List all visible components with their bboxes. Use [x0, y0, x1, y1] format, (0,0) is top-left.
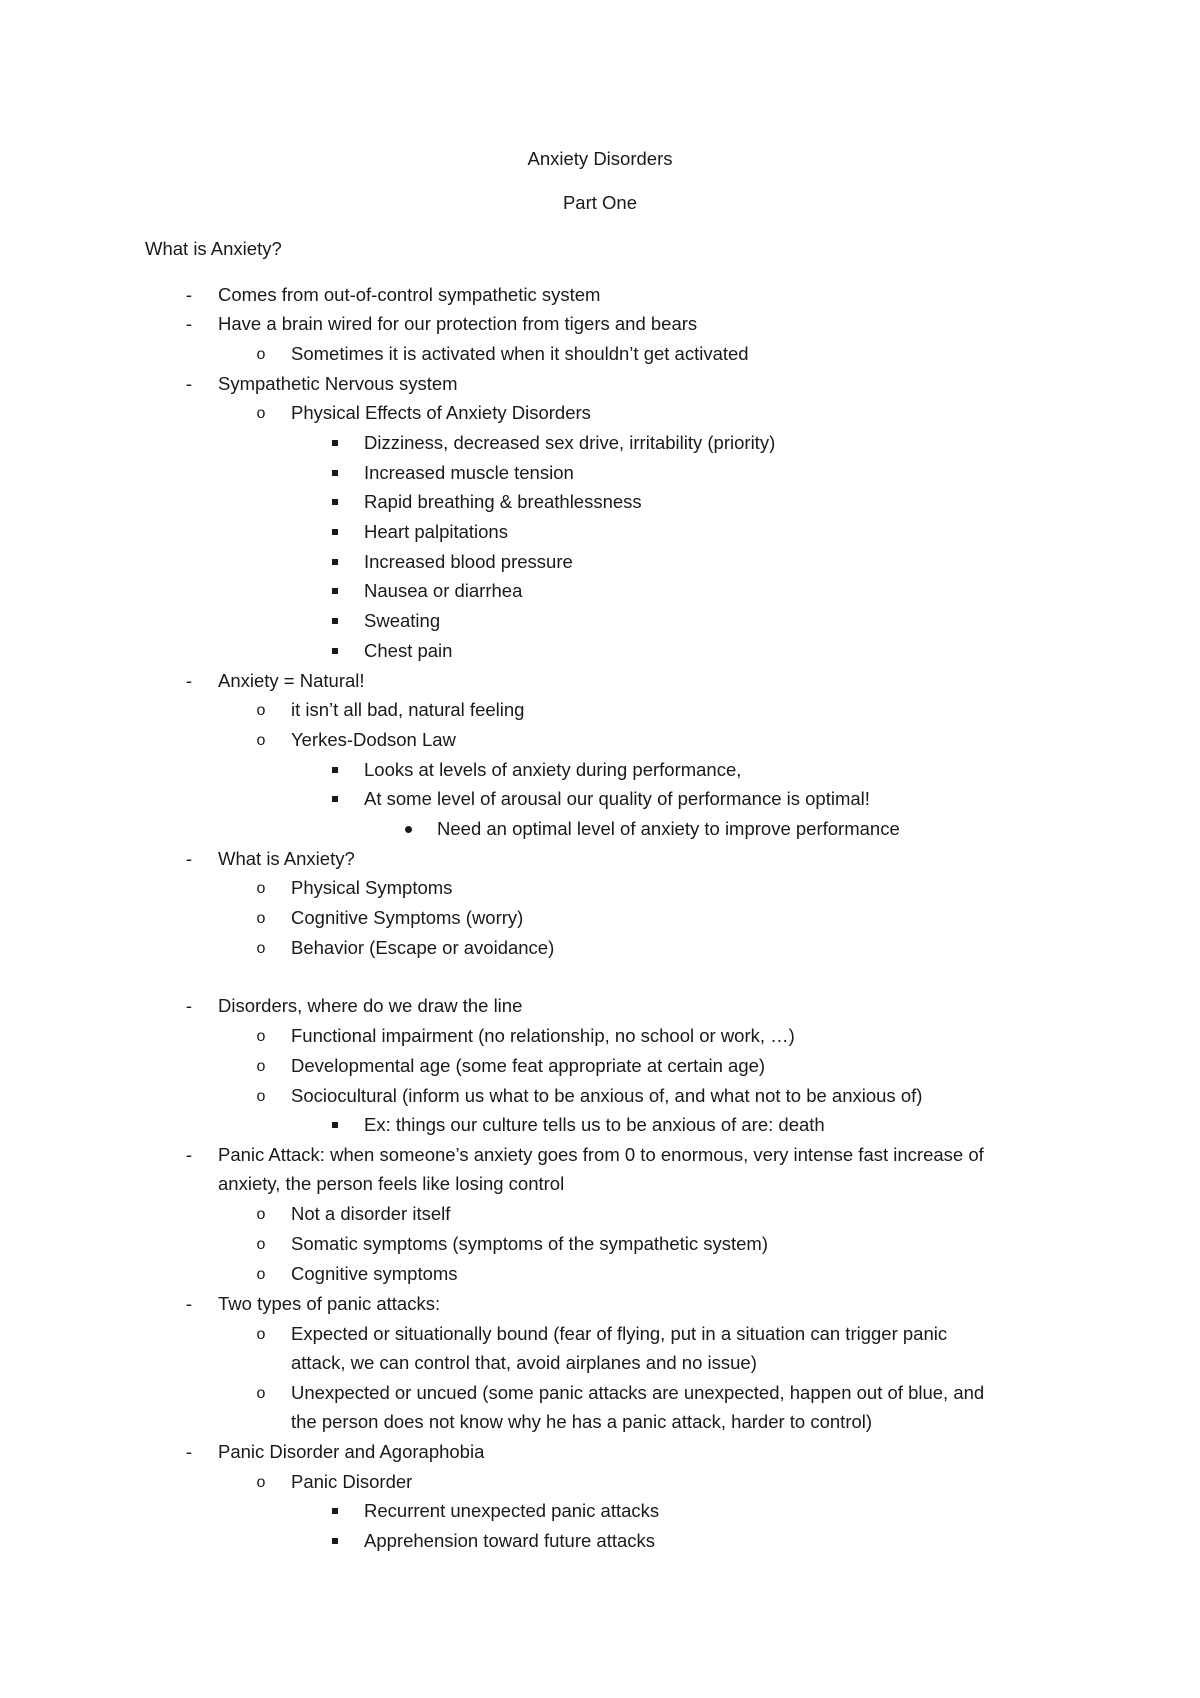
circle-bullet-icon: o [256, 1326, 266, 1343]
circle-bullet-icon: o [256, 1058, 266, 1075]
outline-item-text: At some level of arousal our quality of performance is optimal! [364, 788, 870, 809]
outline-item-text: Apprehension toward future attacks [364, 1530, 656, 1551]
circle-bullet-icon: o [256, 880, 266, 897]
circle-bullet-icon: o [256, 1028, 266, 1045]
circle-bullet-icon: o [256, 732, 266, 749]
outline-item-text: Recurrent unexpected panic attacks [364, 1500, 660, 1521]
circle-bullet-icon: o [256, 1206, 266, 1223]
square-bullet-icon [332, 1538, 338, 1544]
circle-bullet-icon: o [256, 405, 266, 422]
outline-item-text: Expected or situationally bound (fear of flying, put in a situation can trigger panic [291, 1323, 948, 1344]
outline-item-text: Physical Effects of Anxiety Disorders [291, 402, 591, 423]
outline-item-text: Cognitive symptoms [291, 1263, 458, 1284]
dot-bullet-icon [405, 826, 412, 833]
outline-item-text: Disorders, where do we draw the line [218, 995, 523, 1016]
dash-bullet-icon: - [185, 284, 193, 305]
dash-bullet-icon: - [185, 1441, 193, 1462]
page-subtitle: Part One [562, 192, 638, 213]
outline-item-text: Rapid breathing & breathlessness [364, 491, 642, 512]
outline-item-text: Functional impairment (no relationship, no school or work, …) [291, 1025, 795, 1046]
square-bullet-icon [332, 559, 338, 565]
dash-bullet-icon: - [185, 373, 193, 394]
page-title: Anxiety Disorders [527, 148, 673, 169]
square-bullet-icon [332, 1508, 338, 1514]
circle-bullet-icon: o [256, 1088, 266, 1105]
outline-item-text: What is Anxiety? [218, 848, 355, 869]
square-bullet-icon [332, 767, 338, 773]
outline-item-text: Looks at levels of anxiety during performance, [364, 759, 742, 780]
square-bullet-icon [332, 648, 338, 654]
outline-item-text: Panic Disorder and Agoraphobia [218, 1441, 485, 1462]
dash-bullet-icon: - [185, 848, 193, 869]
outline-item-text: Heart palpitations [364, 521, 508, 542]
outline-item-text: Physical Symptoms [291, 877, 453, 898]
circle-bullet-icon: o [256, 1236, 266, 1253]
outline-item-text: Have a brain wired for our protection from tigers and bears [218, 313, 698, 334]
outline-item-text: Somatic symptoms (symptoms of the sympathetic system) [291, 1233, 769, 1254]
circle-bullet-icon: o [256, 1385, 266, 1402]
dash-bullet-icon: - [185, 1144, 193, 1165]
outline-item-text: the person does not know why he has a panic attack, harder to control) [291, 1411, 873, 1432]
outline-item-text: Anxiety = Natural! [218, 670, 365, 691]
outline-item-text: Increased blood pressure [364, 551, 573, 572]
square-bullet-icon [332, 499, 338, 505]
outline-item-text: Sometimes it is activated when it shouldn’t get activated [291, 343, 749, 364]
outline-item-text: Chest pain [364, 640, 453, 661]
circle-bullet-icon: o [256, 1474, 266, 1491]
outline-item-text: Panic Attack: when someone’s anxiety goes from 0 to enormous, very intense fast increase of [218, 1144, 984, 1165]
outline-item-text: Not a disorder itself [291, 1203, 451, 1224]
circle-bullet-icon: o [256, 702, 266, 719]
circle-bullet-icon: o [256, 910, 266, 927]
dash-bullet-icon: - [185, 995, 193, 1016]
outline-item-text: Two types of panic attacks: [218, 1293, 441, 1314]
outline-item-text: Panic Disorder [291, 1471, 413, 1492]
outline-item-text: Behavior (Escape or avoidance) [291, 937, 555, 958]
outline-item-text: Yerkes-Dodson Law [291, 729, 456, 750]
outline-item-text: Sociocultural (inform us what to be anxious of, and what not to be anxious of) [291, 1085, 923, 1106]
section-heading: What is Anxiety? [145, 238, 282, 259]
outline-item-text: Developmental age (some feat appropriate at certain age) [291, 1055, 766, 1076]
outline-item-text: Unexpected or uncued (some panic attacks are unexpected, happen out of blue, and [291, 1382, 985, 1403]
outline-item-text: Dizziness, decreased sex drive, irritability (priority) [364, 432, 776, 453]
outline-item-text: Cognitive Symptoms (worry) [291, 907, 524, 928]
outline-item-text: Nausea or diarrhea [364, 580, 523, 601]
outline-item-text: it isn’t all bad, natural feeling [291, 699, 525, 720]
outline-item-text: Need an optimal level of anxiety to improve performance [437, 818, 900, 839]
square-bullet-icon [332, 796, 338, 802]
square-bullet-icon [332, 470, 338, 476]
square-bullet-icon [332, 440, 338, 446]
circle-bullet-icon: o [256, 1266, 266, 1283]
circle-bullet-icon: o [256, 346, 266, 363]
square-bullet-icon [332, 588, 338, 594]
outline-item-text: Sympathetic Nervous system [218, 373, 458, 394]
square-bullet-icon [332, 529, 338, 535]
dash-bullet-icon: - [185, 1293, 193, 1314]
circle-bullet-icon: o [256, 940, 266, 957]
outline-item-text: Ex: things our culture tells us to be anxious of are: death [364, 1114, 825, 1135]
outline-item-text: anxiety, the person feels like losing control [218, 1173, 565, 1194]
square-bullet-icon [332, 618, 338, 624]
dash-bullet-icon: - [185, 670, 193, 691]
outline-item-text: attack, we can control that, avoid airplanes and no issue) [291, 1352, 757, 1373]
dash-bullet-icon: - [185, 313, 193, 334]
outline-item-text: Increased muscle tension [364, 462, 574, 483]
outline-item-text: Sweating [364, 610, 441, 631]
outline-item-text: Comes from out-of-control sympathetic system [218, 284, 601, 305]
square-bullet-icon [332, 1122, 338, 1128]
